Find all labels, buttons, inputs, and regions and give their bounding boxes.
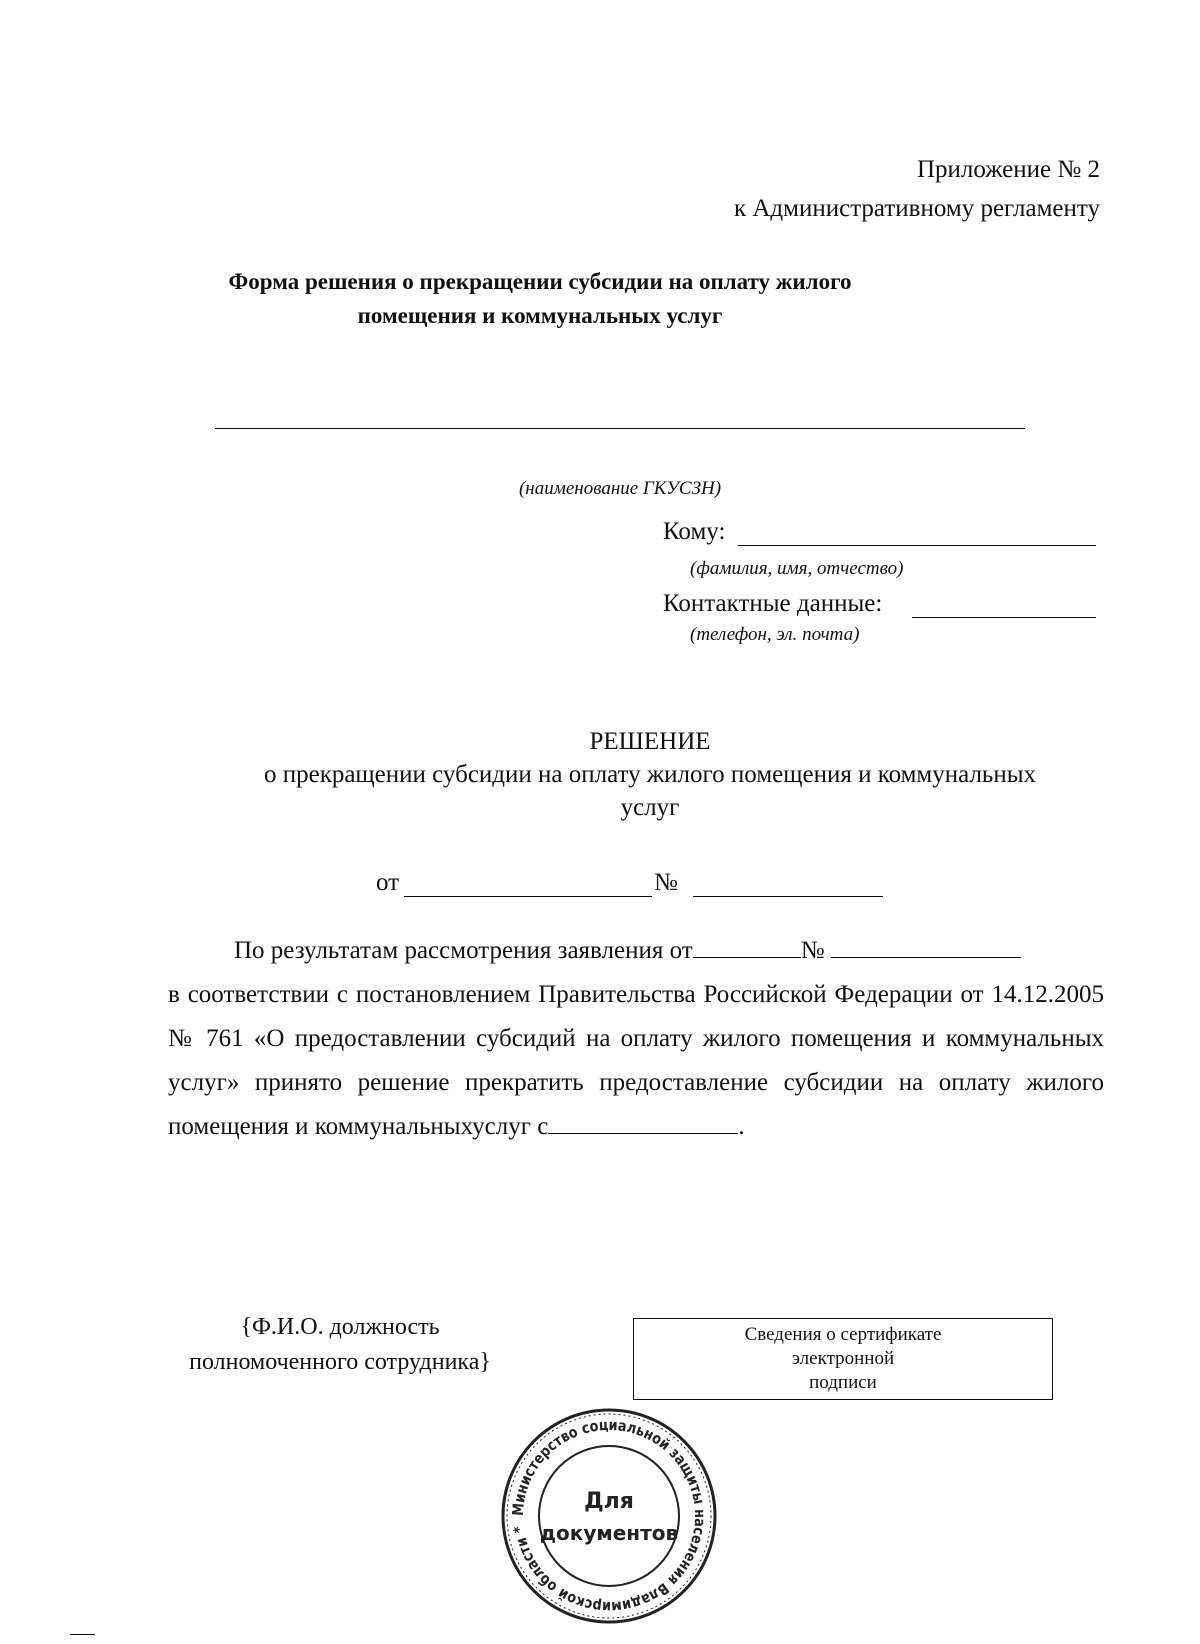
organization-name-line[interactable] (215, 428, 1025, 429)
official-stamp (498, 1405, 720, 1627)
recipient-hint: (фамилия, имя, отчество) (690, 558, 904, 579)
body-resolution-text: в соответствии с постановлением Правительства Российской Федерации от 14.12.2005 № 761 «О предоставлении субсидий на оплату жилого помещения и коммунальных услуг» принято решение прекратить предоставление субсидии на оплату жилого помещения и коммунальныхуслуг с (168, 981, 1104, 1140)
certificate-line2: электронной (791, 1348, 895, 1369)
recipient-label: Кому: (663, 518, 726, 545)
body-period: . (738, 1113, 745, 1140)
svg-text:документов: документов (539, 1521, 679, 1545)
decision-number-label: № (654, 869, 678, 896)
contact-hint: (телефон, эл. почта) (690, 624, 860, 645)
decision-title: РЕШЕНИЕ (589, 728, 711, 755)
svg-text:Для: Для (584, 1489, 634, 1514)
svg-text:Министерство социальной защиты: Министерство социальной защиты населения Владимирской области * (508, 1415, 710, 1617)
certificate-box (633, 1318, 1053, 1400)
decision-number-line[interactable] (693, 896, 883, 897)
recipient-line[interactable] (738, 545, 1096, 546)
appendix-reference: к Административному регламенту (733, 195, 1100, 222)
termination-date-line[interactable] (548, 1115, 738, 1134)
page-edge-mark (70, 1634, 95, 1635)
body-main-text (168, 973, 1104, 1149)
decision-subtitle-line2: услуг (620, 794, 680, 821)
stamp-seal-icon (498, 1405, 720, 1627)
contact-label: Контактные данные: (663, 590, 883, 617)
decision-subtitle-line1: о прекращении субсидии на оплату жилого помещения и коммунальных (263, 761, 1037, 788)
decision-body (168, 929, 1104, 1149)
decision-date-line[interactable] (404, 896, 652, 897)
body-first-line (168, 929, 1104, 973)
signature-line1: {Ф.И.О. должность (240, 1314, 440, 1340)
signature-line2: полномоченного сотрудника} (189, 1349, 491, 1375)
application-date-line[interactable] (693, 939, 801, 958)
appendix-number: Приложение № 2 (916, 156, 1100, 183)
organization-hint: (наименование ГКУСЗН) (518, 478, 722, 499)
appendix-header (734, 150, 1100, 228)
certificate-line1: Сведения о сертификате (744, 1324, 942, 1345)
signature-block (160, 1310, 520, 1380)
body-number-label: № (800, 937, 825, 964)
decision-date-label: от (376, 869, 400, 896)
form-title-line2: помещения и коммунальных услуг (357, 303, 723, 328)
form-title (180, 265, 900, 333)
decision-heading (200, 725, 1100, 824)
application-number-line[interactable] (831, 939, 1021, 958)
form-title-line1: Форма решения о прекращении субсидии на оплату жилого (228, 269, 852, 294)
contact-line[interactable] (912, 617, 1096, 618)
certificate-line3: подписи (809, 1372, 877, 1393)
body-application-text: По результатам рассмотрения заявления от (234, 937, 693, 964)
